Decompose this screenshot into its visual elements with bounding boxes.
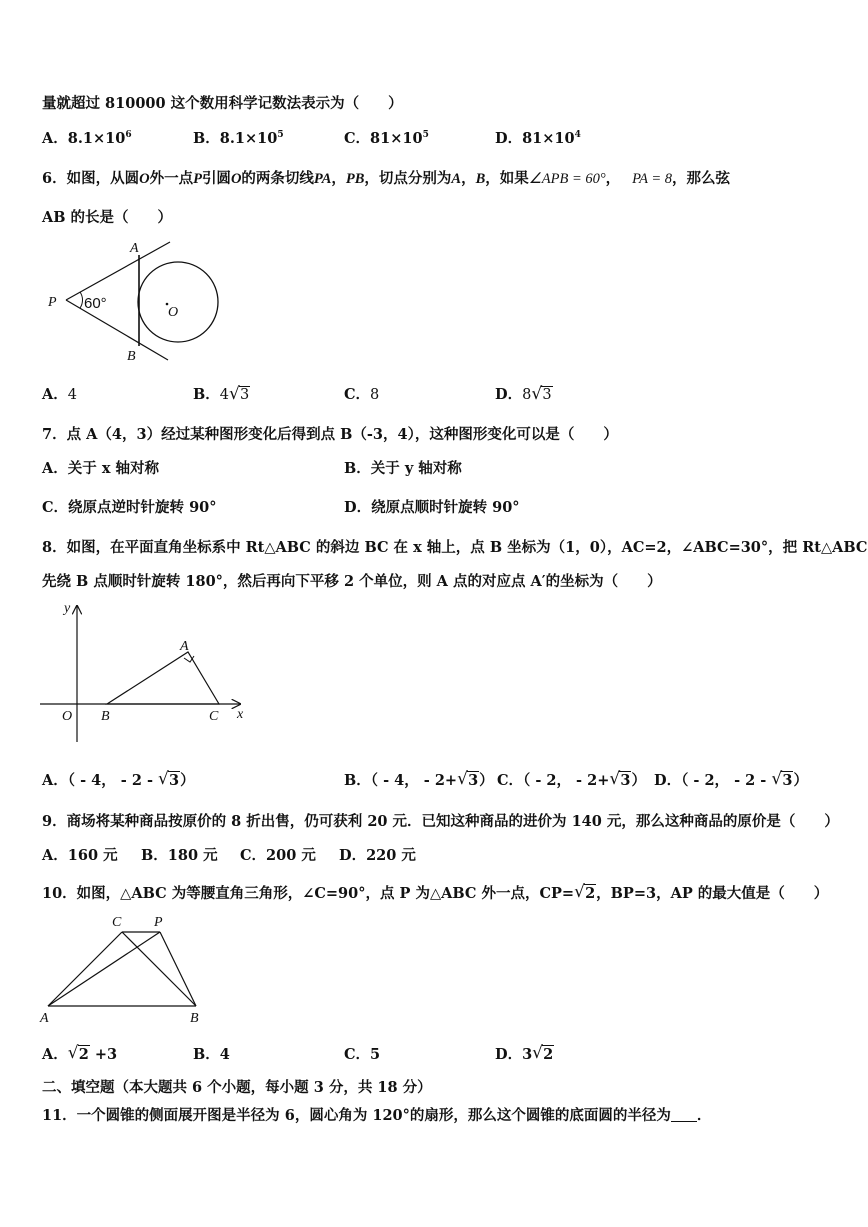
circle-o	[138, 262, 218, 342]
q5-option-d: D．$81\times 10^4$	[495, 130, 581, 147]
q11-stem: 11．一个圆锥的侧面展开图是半径为 6，圆心角为 120°的扇形，那么这个圆锥的底面圆的半径为 ．	[42, 1107, 712, 1124]
q9-stem: 9．商场将某种商品按原价的 8 折出售，仍可获利 20 元．已知这种商品的进价为 140 元，那么这种商品的原价是（ ）	[42, 813, 839, 830]
q6-stem-line2: AB 的长是（ ）	[42, 209, 173, 226]
triangle-abc	[107, 652, 219, 704]
q7-option-a: A．关于 x 轴对称	[42, 460, 160, 477]
q9-option-c: C．200 元	[240, 847, 316, 864]
q8-option-d: D．（ - 2， - 2 - √ 3）	[654, 769, 808, 790]
section-heading-fill-blank: 二、填空题（本大题共 6 个小题，每小题 3 分，共 18 分）	[42, 1079, 432, 1096]
fig10-label-a: A	[40, 1011, 49, 1026]
angle-arc	[80, 292, 83, 308]
q7-option-b: B．关于 y 轴对称	[344, 460, 462, 477]
fig6-label-p: P	[48, 295, 57, 310]
fig8-label-a: A	[180, 639, 189, 654]
q10-option-a: A．√ 2 +3	[42, 1043, 117, 1064]
q5-stem: 量就超过 810000 这个数用科学记数法表示为（ ）	[42, 95, 403, 112]
segment-ap	[48, 932, 160, 1006]
segment-pb	[160, 932, 196, 1006]
q6-option-c: C．8	[344, 386, 380, 403]
fig8-label-c: C	[209, 709, 219, 724]
segment-ac	[48, 932, 122, 1006]
q6-figure	[40, 238, 230, 368]
fig6-label-a: A	[130, 241, 139, 256]
answer-blank[interactable]	[671, 1107, 697, 1122]
fig8-label-y: y	[64, 601, 71, 616]
fig8-label-b: B	[101, 709, 110, 724]
q8-option-b: B．（ - 4， - 2+√ 3）	[344, 769, 494, 790]
q10-option-c: C．5	[344, 1046, 381, 1063]
fig6-label-o: O	[168, 305, 179, 320]
q10-option-d: D．3√ 2	[495, 1043, 554, 1064]
tangent-pa	[66, 242, 170, 300]
q10-option-b: B．4	[193, 1046, 230, 1063]
q10-figure	[38, 910, 208, 1028]
q5-option-c: C．$81\times 10^5$	[344, 130, 429, 147]
tangent-pb	[66, 300, 168, 360]
fig10-label-c: C	[112, 915, 122, 930]
fig10-label-b: B	[190, 1011, 199, 1026]
q8-option-c: C．（ - 2， - 2+√ 3）	[497, 769, 646, 790]
right-angle-mark	[184, 656, 194, 662]
q9-option-a: A．160 元	[42, 847, 118, 864]
q5-option-b: B．$8.1\times 10^5$	[193, 130, 284, 147]
q7-option-d: D．绕原点顺时针旋转 90°	[344, 499, 520, 516]
q6-option-b: B．4√ 3	[193, 383, 250, 404]
q8-figure	[38, 598, 258, 748]
q6-option-a: A．4	[42, 386, 77, 403]
fig6-label-b: B	[127, 349, 136, 364]
segment-cb	[122, 932, 196, 1006]
q8-stem-line1: 8．如图，在平面直角坐标系中 Rt△ABC 的斜边 BC 在 x 轴上，点 B 坐标为（1，0），AC=2，∠ABC=30°，把 Rt△ABC	[42, 539, 868, 556]
q8-stem-line2: 先绕 B 点顺时针旋转 180°，然后再向下平移 2 个单位，则 A 点的对应点 A′的坐标为（ ）	[42, 573, 662, 590]
fig8-label-o: O	[62, 709, 73, 724]
q7-stem: 7．点 A（4，3）经过某种图形变化后得到点 B（-3，4），这种图形变化可以是（ ）	[42, 426, 618, 443]
q6-option-d: D．8√ 3	[495, 383, 553, 404]
q5-option-a: A．$8.1\times 10^6$	[42, 130, 132, 147]
q7-option-c: C．绕原点逆时针旋转 90°	[42, 499, 217, 516]
q8-option-a: A．（ - 4， - 2 - √ 3）	[42, 769, 195, 790]
fig8-label-x: x	[237, 707, 244, 722]
q9-option-d: D．220 元	[339, 847, 416, 864]
q10-stem: 10．如图，△ABC 为等腰直角三角形，∠C=90°，点 P 为△ABC 外一点，CP=√ 2，BP=3，AP 的最大值是（ ）	[42, 882, 828, 903]
fig10-label-p: P	[154, 915, 163, 930]
fig6-label-angle: 60°	[84, 295, 107, 312]
q9-option-b: B．180 元	[141, 847, 218, 864]
q6-stem-line1: 6．如图，从圆O外一点P引圆O的两条切线PA，PB，切点分别为A，B，如果∠APB = 60°， PA = 8，那么弦	[42, 170, 731, 187]
